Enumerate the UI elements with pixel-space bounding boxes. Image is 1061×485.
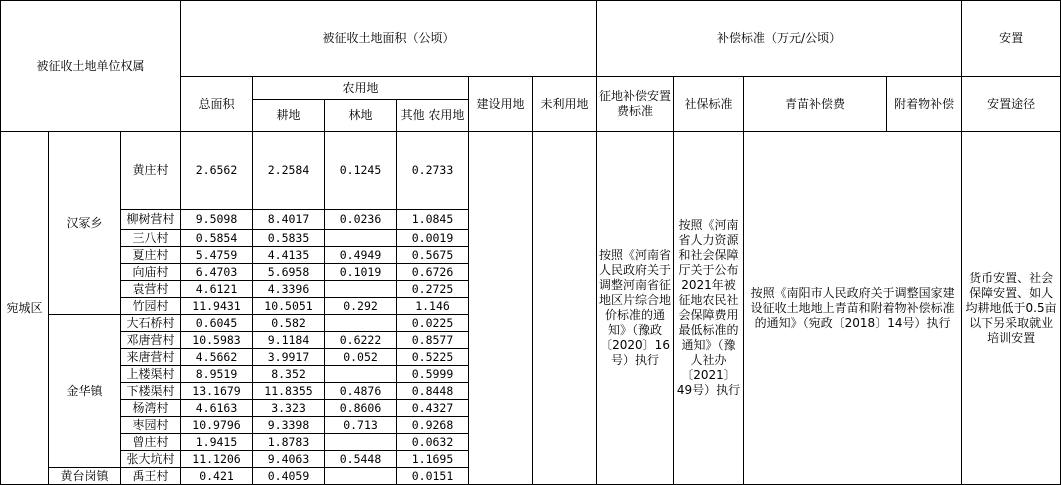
forest-cell bbox=[325, 468, 397, 485]
header-owner: 被征收土地单位权属 bbox=[1, 1, 181, 132]
arable-cell: 8.352 bbox=[253, 366, 325, 383]
social-security-standard-text: 按照《河南省人力资源和社会保障厅关于公布2021年被征地农民社会保障费用最低标准的通知》（豫人社办〔2021〕49号）执行 bbox=[674, 132, 744, 485]
township-hanjia: 汉冢乡 bbox=[49, 132, 121, 315]
total-cell: 9.5098 bbox=[181, 210, 253, 230]
construction-cell bbox=[469, 132, 533, 485]
header-unused: 未利用地 bbox=[533, 77, 597, 132]
village-cell: 上楼渠村 bbox=[121, 366, 181, 383]
total-cell: 4.6121 bbox=[181, 281, 253, 298]
other-farm-cell: 0.2725 bbox=[397, 281, 469, 298]
total-cell: 6.4703 bbox=[181, 264, 253, 281]
total-cell: 0.5854 bbox=[181, 230, 253, 247]
arable-cell: 4.3396 bbox=[253, 281, 325, 298]
total-cell: 8.9519 bbox=[181, 366, 253, 383]
resettlement-text: 货币安置、社会保障安置、如人均耕地低于0.5亩以下另采取就业培训安置 bbox=[962, 132, 1061, 485]
crops-attachment-standard-text: 按照《南阳市人民政府关于调整国家建设征收土地地上青苗和附着物补偿标准的通知》（宛政〔2018〕14号）执行 bbox=[744, 132, 962, 485]
forest-cell: 0.1245 bbox=[325, 132, 397, 210]
forest-cell: 0.8606 bbox=[325, 400, 397, 417]
forest-cell bbox=[325, 434, 397, 451]
village-cell: 张大坑村 bbox=[121, 451, 181, 468]
unused-cell bbox=[533, 132, 597, 485]
header-resettle-way: 安置途径 bbox=[962, 77, 1061, 132]
header-forest: 林地 bbox=[325, 100, 397, 132]
forest-cell: 0.4949 bbox=[325, 247, 397, 264]
village-cell: 黄庄村 bbox=[121, 132, 181, 210]
other-farm-cell: 1.146 bbox=[397, 298, 469, 315]
arable-cell: 3.9917 bbox=[253, 349, 325, 366]
header-crops: 青苗补偿费 bbox=[744, 77, 887, 132]
other-farm-cell: 0.0632 bbox=[397, 434, 469, 451]
forest-cell: 0.713 bbox=[325, 417, 397, 434]
total-cell: 0.421 bbox=[181, 468, 253, 485]
forest-cell: 0.0236 bbox=[325, 210, 397, 230]
other-farm-cell: 0.4327 bbox=[397, 400, 469, 417]
header-farmland-group: 农用地 bbox=[253, 77, 469, 100]
village-cell: 邓唐营村 bbox=[121, 332, 181, 349]
total-cell: 1.9415 bbox=[181, 434, 253, 451]
village-cell: 夏庄村 bbox=[121, 247, 181, 264]
header-construction: 建设用地 bbox=[469, 77, 533, 132]
township-huangtai: 黄台岗镇 bbox=[49, 468, 121, 485]
village-cell: 来唐营村 bbox=[121, 349, 181, 366]
forest-cell: 0.292 bbox=[325, 298, 397, 315]
village-cell: 三八村 bbox=[121, 230, 181, 247]
other-farm-cell: 0.8577 bbox=[397, 332, 469, 349]
arable-cell: 1.8783 bbox=[253, 434, 325, 451]
forest-cell bbox=[325, 366, 397, 383]
header-social: 社保标准 bbox=[674, 77, 744, 132]
header-total: 总面积 bbox=[181, 77, 253, 132]
arable-cell: 9.3398 bbox=[253, 417, 325, 434]
arable-cell: 10.5051 bbox=[253, 298, 325, 315]
forest-cell: 0.1019 bbox=[325, 264, 397, 281]
forest-cell: 0.052 bbox=[325, 349, 397, 366]
total-cell: 0.6045 bbox=[181, 315, 253, 332]
village-cell: 禹王村 bbox=[121, 468, 181, 485]
forest-cell bbox=[325, 281, 397, 298]
village-cell: 曾庄村 bbox=[121, 434, 181, 451]
arable-cell: 11.8355 bbox=[253, 383, 325, 400]
other-farm-cell: 0.9268 bbox=[397, 417, 469, 434]
other-farm-cell: 0.5999 bbox=[397, 366, 469, 383]
arable-cell: 0.582 bbox=[253, 315, 325, 332]
arable-cell: 8.4017 bbox=[253, 210, 325, 230]
other-farm-cell: 1.1695 bbox=[397, 451, 469, 468]
other-farm-cell: 0.5675 bbox=[397, 247, 469, 264]
village-cell: 下楼渠村 bbox=[121, 383, 181, 400]
other-farm-cell: 0.0225 bbox=[397, 315, 469, 332]
township-jinhua: 金华镇 bbox=[49, 315, 121, 468]
village-cell: 向庙村 bbox=[121, 264, 181, 281]
arable-cell: 0.5835 bbox=[253, 230, 325, 247]
village-cell: 大石桥村 bbox=[121, 315, 181, 332]
village-cell: 竹园村 bbox=[121, 298, 181, 315]
total-cell: 2.6562 bbox=[181, 132, 253, 210]
forest-cell: 0.6222 bbox=[325, 332, 397, 349]
total-cell: 5.4759 bbox=[181, 247, 253, 264]
land-comp-standard-text: 按照《河南省人民政府关于调整河南省征地区片综合地价标准的通知》（豫政〔2020〕16号）执行 bbox=[597, 132, 674, 485]
village-cell: 杨湾村 bbox=[121, 400, 181, 417]
total-cell: 11.1206 bbox=[181, 451, 253, 468]
total-cell: 4.6163 bbox=[181, 400, 253, 417]
header-attach: 附着物补偿 bbox=[887, 77, 962, 132]
total-cell: 10.9796 bbox=[181, 417, 253, 434]
arable-cell: 4.4135 bbox=[253, 247, 325, 264]
district-cell: 宛城区 bbox=[1, 132, 49, 485]
total-cell: 4.5662 bbox=[181, 349, 253, 366]
arable-cell: 5.6958 bbox=[253, 264, 325, 281]
header-comp-group: 补偿标准（万元/公顷） bbox=[597, 1, 962, 77]
forest-cell: 0.4876 bbox=[325, 383, 397, 400]
header-other-farm: 其他 农用地 bbox=[397, 100, 469, 132]
village-cell: 袁营村 bbox=[121, 281, 181, 298]
other-farm-cell: 0.2733 bbox=[397, 132, 469, 210]
other-farm-cell: 0.8448 bbox=[397, 383, 469, 400]
arable-cell: 9.4063 bbox=[253, 451, 325, 468]
header-land-comp: 征地补偿安置费标准 bbox=[597, 77, 674, 132]
other-farm-cell: 0.6726 bbox=[397, 264, 469, 281]
arable-cell: 3.323 bbox=[253, 400, 325, 417]
other-farm-cell: 0.0019 bbox=[397, 230, 469, 247]
other-farm-cell: 0.0151 bbox=[397, 468, 469, 485]
header-arable: 耕地 bbox=[253, 100, 325, 132]
arable-cell: 9.1184 bbox=[253, 332, 325, 349]
total-cell: 10.5983 bbox=[181, 332, 253, 349]
village-cell: 柳树营村 bbox=[121, 210, 181, 230]
other-farm-cell: 1.0845 bbox=[397, 210, 469, 230]
forest-cell bbox=[325, 230, 397, 247]
total-cell: 13.1679 bbox=[181, 383, 253, 400]
other-farm-cell: 0.5225 bbox=[397, 349, 469, 366]
village-cell: 枣园村 bbox=[121, 417, 181, 434]
forest-cell: 0.5448 bbox=[325, 451, 397, 468]
forest-cell bbox=[325, 315, 397, 332]
header-area-group: 被征收土地面积（公顷） bbox=[181, 1, 597, 77]
header-resettle: 安置 bbox=[962, 1, 1061, 77]
arable-cell: 2.2584 bbox=[253, 132, 325, 210]
total-cell: 11.9431 bbox=[181, 298, 253, 315]
arable-cell: 0.4059 bbox=[253, 468, 325, 485]
